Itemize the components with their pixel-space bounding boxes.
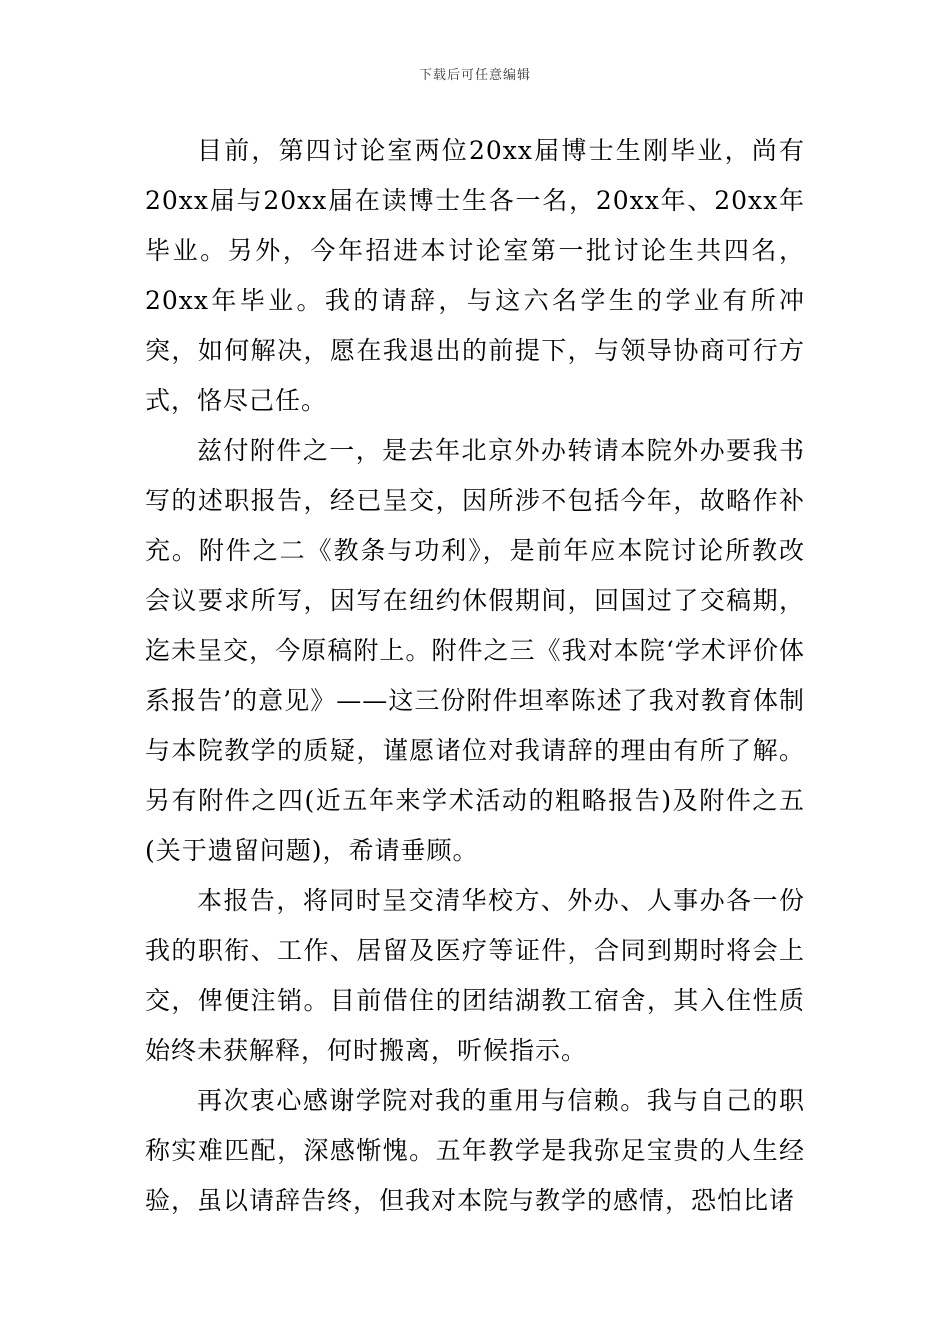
paragraph-4: 再次衷心感谢学院对我的重用与信赖。我与自己的职称实难匹配，深感惭愧。五年教学是我弥足宝贵的人生经验，虽以请辞告终，但我对本院与教学的感情，恐怕比诸: [145, 1086, 805, 1215]
paragraph-3: 本报告，将同时呈交清华校方、外办、人事办各一份我的职衔、工作、居留及医疗等证件，合同到期时将会上交，俾便注销。目前借住的团结湖教工宿舍，其入住性质始终未获解释，何时搬离，听候指示。: [145, 886, 805, 1065]
paragraph-1: 目前，第四讨论室两位20xx届博士生刚毕业，尚有20xx届与20xx届在读博士生各一名，20xx年、20xx年毕业。另外，今年招进本讨论室第一批讨论生共四名，20xx年毕业。我的请辞，与这六名学生的学业有所冲突，如何解决，愿在我退出的前提下，与领导协商可行方式，恪尽己任。: [145, 136, 805, 415]
document-body: [145, 126, 805, 1226]
page-header: 下载后可任意编辑: [418, 68, 531, 83]
paragraph-2: 兹付附件之一，是去年北京外办转请本院外办要我书写的述职报告，经已呈交，因所涉不包括今年，故略作补充。附件之二《教条与功利》，是前年应本院讨论所教改会议要求所写，因写在纽约休假期间，回国过了交稿期，迄未呈交，今原稿附上。附件之三《我对本院‘学术评价体系报告’的意见》——这三份附件坦率陈述了我对教育体制与本院教学的质疑，谨愿诸位对我请辞的理由有所了解。另有附件之四(近五年来学术活动的粗略报告)及附件之五(关于遗留问题)，希请垂顾。: [145, 436, 805, 865]
